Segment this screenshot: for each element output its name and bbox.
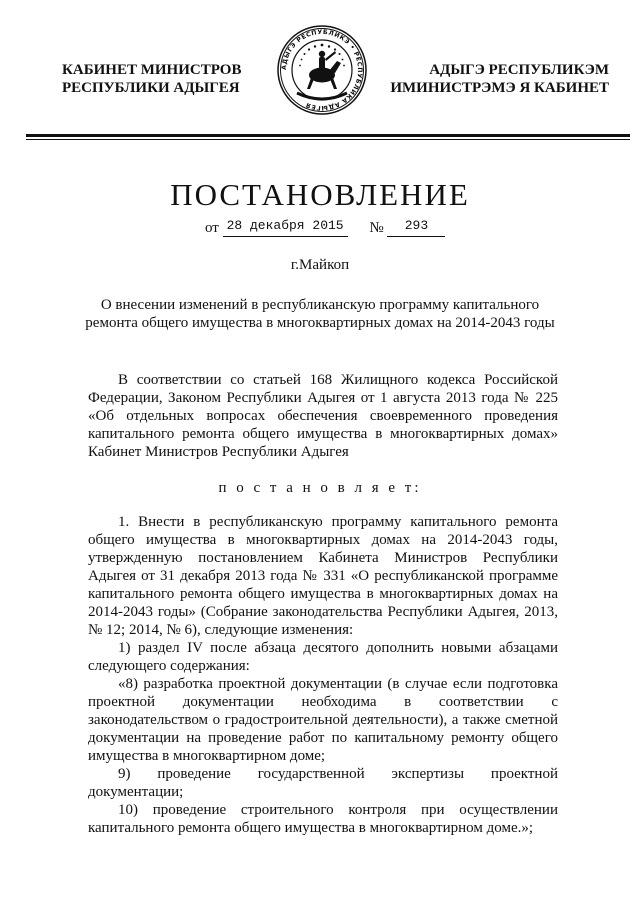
city: г.Майкоп xyxy=(290,257,350,273)
date-number-line xyxy=(205,218,445,237)
header-rule-thick xyxy=(26,134,630,137)
decree-word: п о с т а н о в л я е т: xyxy=(218,480,422,496)
preamble: В соответствии со статьей 168 Жилищного кодекса Российской Федерации, Законом Республики Адыгея от 1 августа 2013 года № 225 «Об отдельных вопросах обеспечения своевременного проведения капитального ремонта общего имущества в многоквартирных домах» Кабинет Министров Республики Адыгея xyxy=(88,372,558,460)
paragraph-5: 10) проведение строительного контроля при осуществлении капитального ремонта общего имущества в многоквартирном доме.»; xyxy=(88,802,558,836)
paragraph-1: 1. Внести в республиканскую программу капитального ремонта общего имущества в многоквартирных домах на 2014-2043 годы, утвержденную постановлением Кабинета Министров Республики Адыгея от 31 декабря 2013 года № 331 «О республиканской программе капитального ремонта общего имущества в многоквартирных домах на 2014-2043 годы» (Собрание законодательства Республики Адыгея, 2013, № 12; 2014, № 6), следующие изменения: xyxy=(88,514,558,638)
paragraph-2: 1) раздел IV после абзаца десятого дополнить новыми абзацами следующего содержания: xyxy=(88,640,558,674)
header-right-line2: ИМИНИСТРЭМЭ Я КАБИНЕТ xyxy=(390,80,609,96)
emblem-rider xyxy=(307,51,341,89)
header-right xyxy=(389,61,609,97)
header-rule-thin xyxy=(26,139,630,140)
header-left xyxy=(62,61,252,97)
header-left-line2: РЕСПУБЛИКИ АДЫГЕЯ xyxy=(62,80,240,96)
body-block xyxy=(88,513,558,837)
header-right-line1: АДЫГЭ РЕСПУБЛИКЭМ xyxy=(429,62,609,78)
header-left-line1: КАБИНЕТ МИНИСТРОВ xyxy=(62,62,242,78)
document-title: ПОСТАНОВЛЕНИЕ xyxy=(170,177,470,212)
paragraph-4: 9) проведение государственной экспертизы проектной документации; xyxy=(88,766,558,800)
adygea-emblem xyxy=(277,25,367,115)
number-value: 293 xyxy=(387,218,445,237)
number-prefix: № xyxy=(369,220,384,236)
document-subject xyxy=(40,296,600,332)
date-prefix: от xyxy=(205,220,219,236)
preamble-block xyxy=(88,371,558,461)
subject-line-2: ремонта общего имущества в многоквартирных домах на 2014-2043 годы xyxy=(85,315,555,331)
paragraph-3: «8) разработка проектной документации (в случае если подготовка проектной документации необходима в соответствии с законодательством о градостроительной деятельности), а также сметной документации на проведение работ по капитальному ремонту общего имущества в многоквартирном доме; xyxy=(88,676,558,764)
date-value: 28 декабря 2015 xyxy=(223,218,348,237)
emblem-ring-text: АДЫГЭ РЕСПУБЛИКЭ • РЕСПУБЛИКА АДЫГЕЯ xyxy=(280,28,364,112)
subject-line-1: О внесении изменений в республиканскую программу капитального xyxy=(100,297,540,313)
